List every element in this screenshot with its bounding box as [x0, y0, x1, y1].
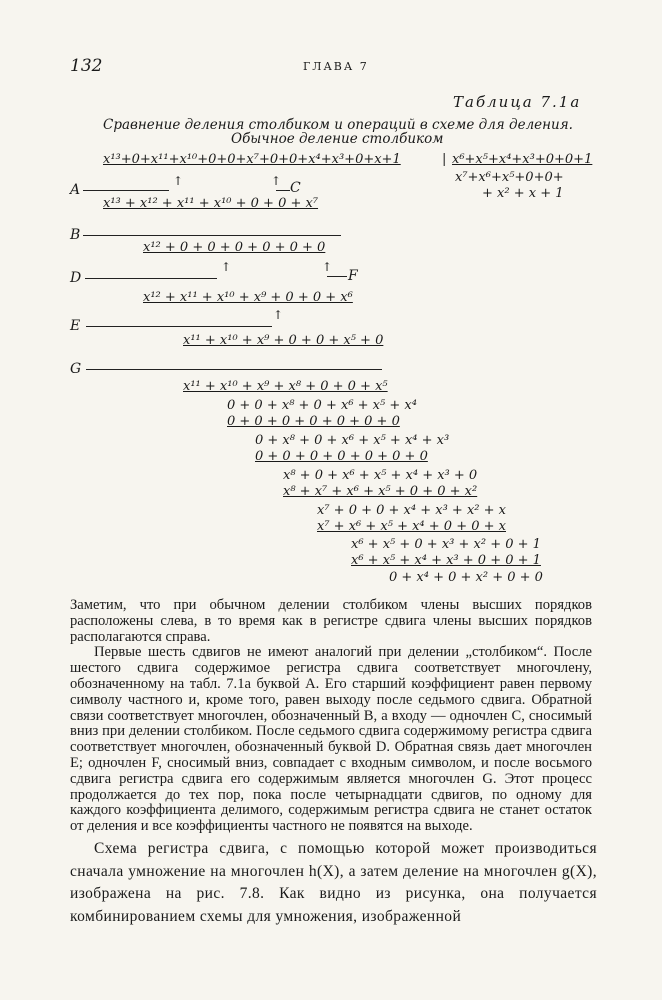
remainder-row: 0 + x⁴ + 0 + x² + 0 + 0	[389, 570, 543, 585]
page-number: 132	[70, 56, 103, 76]
quotient-line-2: + x² + x + 1	[482, 186, 564, 201]
quotient-line-1: x⁷+x⁶+x⁵+0+0+	[455, 170, 564, 185]
step-row: 0 + 0 + 0 + 0 + 0 + 0 + 0	[227, 414, 400, 429]
step-row: x⁷ + 0 + 0 + x⁴ + x³ + x² + x	[317, 503, 506, 518]
pointer-line-g	[86, 369, 382, 370]
pointer-line	[327, 276, 347, 277]
pointer-line-b	[83, 235, 341, 236]
step-row: x⁸ + 0 + x⁶ + x⁵ + x⁴ + x³ + 0	[283, 468, 478, 483]
pointer-line-a	[83, 190, 169, 191]
step-row: x¹² + 0 + 0 + 0 + 0 + 0 + 0	[143, 240, 326, 255]
step-row: x⁶ + x⁵ + 0 + x³ + x² + 0 + 1	[351, 537, 541, 552]
label-d: D	[70, 270, 82, 286]
step-row: 0 + x⁸ + 0 + x⁶ + x⁵ + x⁴ + x³	[255, 433, 450, 448]
arrow-up-icon: ↑	[273, 308, 284, 322]
paragraph: Первые шесть сдвигов не имеют аналогий при делении „столбиком“. После шестого сдвига содержимое регистра сдвига соответствует многочлену, обозначенному на табл. 7.1а буквой A. Его старший коэффициент равен первому символу частного и, кроме того, равен выходу после седьмого сдвига. Обратной связи соответствует многочлен, обозначенный B, а входу — одночлен C, сносимый вниз при делении столбиком. После седьмого сдвига содержимому регистра сдвига соответствует многочлен, обозначенный буквой D. Обратная связь дает многочлен E; одночлен F, сносимый вниз, совпадает с входным символом, и после восьмого сдвига регистра сдвига его содержимым является многочлен G. Этот процесс продолжается до тех пор, пока после четырнадцати сдвигов, по одному для каждого коэффициента делимого, содержимым регистра сдвига не станет остаток от деления и все коэффициенты частного не появятся на выходе.	[70, 644, 592, 835]
pointer-line-e	[86, 326, 272, 327]
step-row: x⁸ + x⁷ + x⁶ + x⁵ + 0 + 0 + x²	[283, 484, 478, 499]
body-text-continued	[70, 838, 597, 928]
step-row: x⁷ + x⁶ + x⁵ + x⁴ + 0 + 0 + x	[317, 519, 506, 534]
table-label: Таблица 7.1а	[453, 93, 582, 111]
label-c: C	[290, 180, 301, 196]
label-b: B	[70, 227, 81, 243]
step-row: x⁶ + x⁵ + x⁴ + x³ + 0 + 0 + 1	[351, 553, 541, 568]
paragraph: Заметим, что при обычном делении столбиком члены высших порядков расположены слева, в то время как в регистре сдвига члены высших порядков располагаются справа.	[70, 597, 592, 645]
body-text	[70, 598, 592, 835]
pointer-line	[276, 190, 290, 191]
label-e: E	[70, 318, 81, 334]
arrow-up-icon: ↑	[271, 174, 282, 188]
running-head: ГЛАВА 7	[303, 60, 369, 73]
divisor: x⁶+x⁵+x⁴+x³+0+0+1	[452, 152, 593, 167]
step-row: x¹² + x¹¹ + x¹⁰ + x⁹ + 0 + 0 + x⁶	[143, 290, 353, 305]
paragraph: Схема регистра сдвига, с помощью которой может производиться сначала умножение на многочлен h(X), а затем деление на многочлен g(X), изображена на рис. 7.8. Как видно из рисунка, она получается комбинированием схемы для умножения, изображенной	[70, 840, 597, 925]
step-row: 0 + 0 + x⁸ + 0 + x⁶ + x⁵ + x⁴	[227, 398, 417, 413]
table-subcaption: Обычное деление столбиком	[231, 131, 444, 147]
step-row: x¹¹ + x¹⁰ + x⁹ + 0 + 0 + x⁵ + 0	[183, 333, 384, 348]
table-caption: Сравнение деления столбиком и операций в схеме для деления.	[103, 117, 573, 133]
arrow-up-icon: ↑	[221, 260, 232, 274]
label-f: F	[348, 268, 358, 284]
label-a: A	[70, 182, 81, 198]
step-row: x¹¹ + x¹⁰ + x⁹ + x⁸ + 0 + 0 + x⁵	[183, 379, 388, 394]
pointer-line-d	[85, 278, 217, 279]
dividend: x¹³+0+x¹¹+x¹⁰+0+0+x⁷+0+0+x⁴+x³+0+x+1	[103, 152, 401, 167]
division-bar: |	[442, 152, 447, 167]
step-row: 0 + 0 + 0 + 0 + 0 + 0 + 0	[255, 449, 428, 464]
arrow-up-icon: ↑	[173, 174, 184, 188]
label-g: G	[70, 361, 82, 377]
arrow-up-icon: ↑	[322, 260, 333, 274]
step-row: x¹³ + x¹² + x¹¹ + x¹⁰ + 0 + 0 + x⁷	[103, 196, 319, 211]
